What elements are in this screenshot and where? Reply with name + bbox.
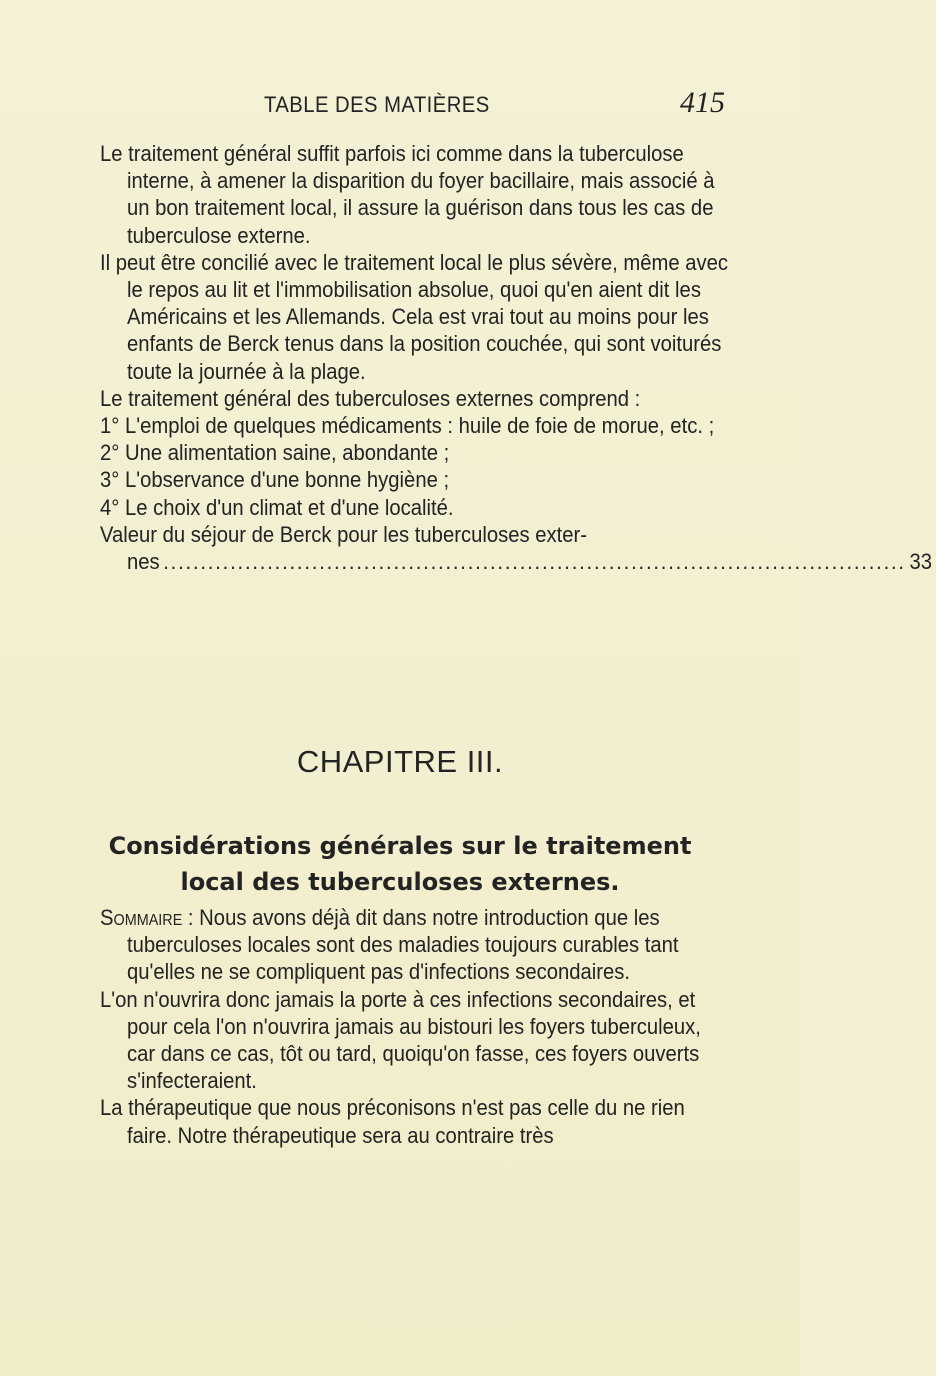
page-number: 415 [680,86,725,119]
toc-entry-page: 33 [909,549,932,575]
running-header [0,86,800,126]
toc-entry-end: nes [127,549,160,575]
paragraph: Le traitement général suffit parfois ici comme dans la tuberculose interne, à amener la disparition du foyer bacillaire, mais associé à un bon traitement local, il assure la guérison dans tous les cas de tuberculose externe. [100,141,715,248]
chapter-heading [0,828,800,900]
toc-entry-line [100,548,932,575]
paragraph: Il peut être concilié avec le traitement local le plus sévère, même avec le repos au lit et l'immobilisation absolue, quoi qu'en aient dit les Américains et les Allemands. Cela est vrai tout au moins pour les enfants de Berck tenus dans la position couchée, qui sont voiturés toute la journée à la plage. [100,249,729,384]
toc-section-general-treatment [100,140,932,575]
summary-text: : Nous avons déjà dit dans notre introduction que les tuberculoses locales sont des maladies toujours curables tant qu'elles ne se compliquent pas d'infections secondaires. [127,905,679,985]
sommaire-label: Sommaire [100,905,183,930]
paragraph: L'on n'ouvrira donc jamais la porte à ces infections secondaires, et pour cela l'on n'ouvrira jamais au bistouri les foyers tuberculeux, car dans ce cas, tôt ou tard, quoiqu'on fasse, ces foyers ouverts s'infecteraient. [100,986,701,1094]
list-item: 1° L'emploi de quelques médicaments : huile de foie de morue, etc. ; [100,413,715,439]
toc-entry-text: Valeur du séjour de Berck pour les tuberculoses exter- [100,521,588,547]
header-title: TABLE DES MATIÈRES [264,92,490,117]
list-item: 2° Une alimentation saine, abondante ; [100,440,450,466]
summary-paragraph [100,904,733,986]
chapter-heading-line: Considérations générales sur le traitement [108,832,692,860]
paragraph: La thérapeutique que nous préconisons n'est pas celle du ne rien faire. Notre thérapeutique sera au contraire très [100,1095,685,1148]
list-item: 4° Le choix d'un climat et d'une localité. [100,494,454,520]
chapter-summary [100,904,701,1149]
chapter-title: CHAPITRE III. [296,744,504,779]
dot-leader: .................................................................................................... [163,549,906,575]
chapter-heading-line: local des tuberculoses externes. [180,868,620,896]
paragraph: Le traitement général des tuberculoses externes comprend : [100,385,641,411]
list-item: 3° L'observance d'une bonne hygiène ; [100,467,450,493]
